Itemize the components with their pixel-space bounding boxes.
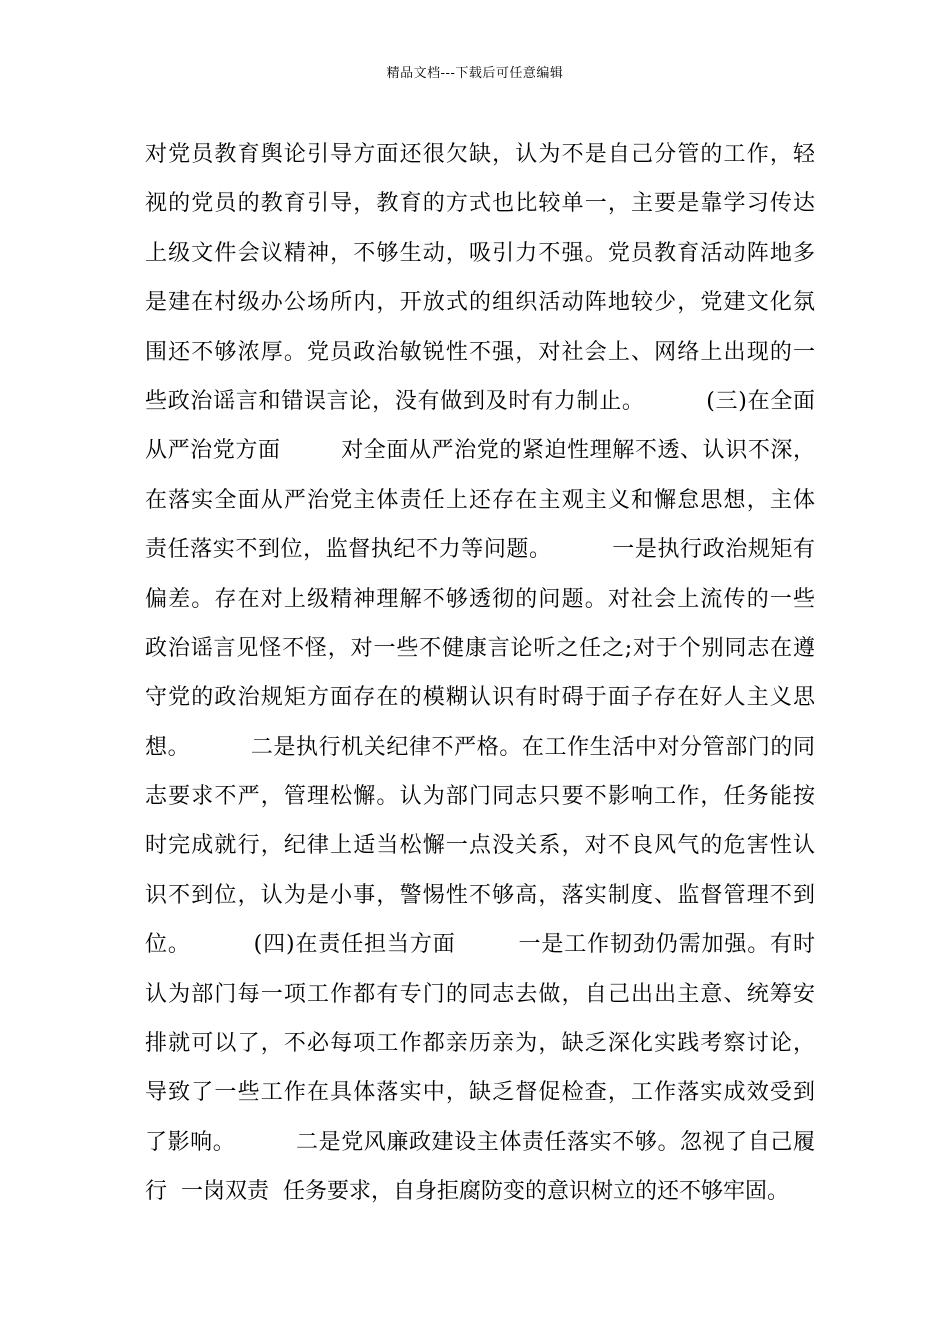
body-line: 在落实全面从严治党主体责任上还存在主观主义和懈怠思想，主体: [145, 487, 815, 513]
body-line: 认为部门每一项工作都有专门的同志去做，自己出出主意、统筹安: [145, 981, 815, 1007]
body-line: 是建在村级办公场所内，开放式的组织活动阵地较少，党建文化氛: [145, 290, 815, 316]
body-line: 些政治谣言和错误言论，没有做到及时有力制止。 (三)在全面: [145, 388, 815, 414]
body-line: 守党的政治规矩方面存在的模糊认识有时碍于面子存在好人主义思: [145, 685, 815, 711]
body-line: 位。 (四)在责任担当方面 一是工作韧劲仍需加强。有时: [145, 932, 815, 958]
body-line: 视的党员的教育引导，教育的方式也比较单一，主要是靠学习传达: [145, 191, 815, 217]
body-line: 识不到位，认为是小事，警惕性不够高，落实制度、监督管理不到: [145, 882, 815, 908]
body-line: 上级文件会议精神，不够生动，吸引力不强。党员教育活动阵地多: [145, 240, 815, 266]
document-body: [145, 130, 815, 1217]
body-line: 志要求不严，管理松懈。认为部门同志只要不影响工作，任务能按: [145, 784, 815, 810]
body-line: 排就可以了，不必每项工作都亲历亲为，缺乏深化实践考察讨论，: [145, 1031, 815, 1057]
body-line: 对党员教育舆论引导方面还很欠缺，认为不是自己分管的工作，轻: [145, 142, 815, 167]
body-line: 了影响。 二是党风廉政建设主体责任落实不够。忽视了自己履: [145, 1129, 815, 1155]
body-line: 行 一岗双责 任务要求，自身拒腐防变的意识树立的还不够牢固。: [145, 1179, 789, 1205]
body-line: 围还不够浓厚。党员政治敏锐性不强，对社会上、网络上出现的一: [145, 339, 815, 365]
body-line: 导致了一些工作在具体落实中，缺乏督促检查，工作落实成效受到: [145, 1080, 815, 1106]
body-line: 从严治党方面 对全面从严治党的紧迫性理解不透、认识不深，: [145, 438, 815, 464]
body-line: 想。 二是执行机关纪律不严格。在工作生活中对分管部门的同: [145, 734, 815, 760]
body-line: 政治谣言见怪不怪，对一些不健康言论听之任之;对于个别同志在遵: [145, 635, 815, 661]
page-header: 精品文档---下载后可任意编辑: [386, 66, 564, 81]
body-line: 责任落实不到位，监督执纪不力等问题。 一是执行政治规矩有: [145, 537, 815, 563]
body-line: 时完成就行，纪律上适当松懈一点没关系，对不良风气的危害性认: [145, 833, 815, 859]
body-line: 偏差。存在对上级精神理解不够透彻的问题。对社会上流传的一些: [145, 586, 815, 612]
